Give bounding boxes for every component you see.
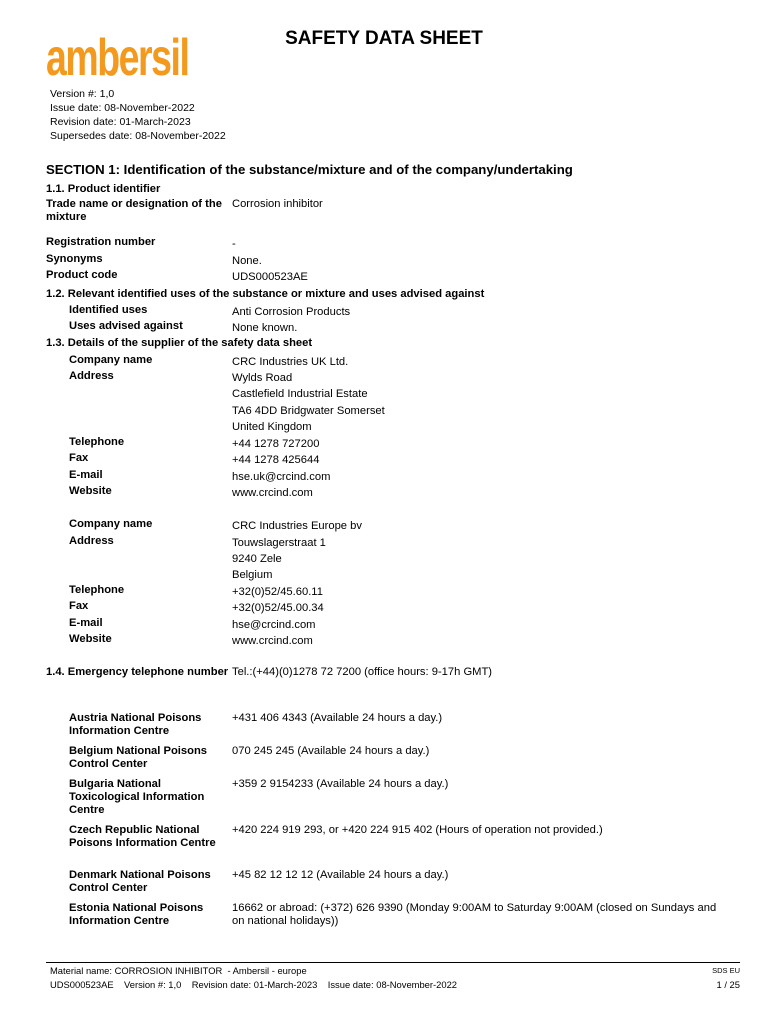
subsection-1-2-heading: 1.2. Relevant identified uses of the substance or mixture and uses advised against [46, 287, 485, 300]
registration-value: - [232, 238, 236, 250]
section-1-title: SECTION 1: Identification of the substance/mixture and of the company/undertaking [46, 162, 573, 177]
address-line: Belgium [232, 569, 273, 582]
subsection-1-1-heading: 1.1. Product identifier [46, 183, 161, 195]
company-1-address-row [46, 370, 726, 436]
uses-advised-value: None known. [232, 322, 298, 334]
emergency-telephone-row [46, 666, 726, 712]
fax-value: +32(0)52/45.00.34 [232, 602, 324, 614]
poison-centre-row [46, 778, 726, 824]
company-1-website-row [46, 485, 726, 518]
uses-advised-label: Uses advised against [69, 320, 183, 332]
poison-centre-label: Denmark National Poisons Control Center [69, 868, 211, 894]
email-value: hse@crcind.com [232, 618, 316, 631]
product-code-row [46, 269, 726, 286]
email-value: hse.uk@crcind.com [232, 470, 331, 483]
company-2-name-row [46, 518, 726, 535]
poison-centre-row [46, 869, 726, 902]
company-2-address-row [46, 535, 726, 584]
trade-name-value: Corrosion inhibitor [232, 198, 323, 210]
registration-label: Registration number [46, 236, 156, 248]
fax-label: Fax [69, 452, 89, 464]
email-label: E-mail [69, 468, 103, 481]
company-1-name-row [46, 354, 726, 371]
issue-date: Issue date: 08-November-2022 [50, 102, 195, 114]
poison-centre-row [46, 902, 726, 935]
fax-label: Fax [69, 600, 89, 612]
document-metadata [50, 87, 226, 143]
emergency-telephone-value: Tel.:(+44)(0)1278 72 7200 (office hours: 9-17h GMT) [232, 665, 493, 678]
poison-centre-value: +431 406 4343 (Available 24 hours a day.) [232, 711, 443, 724]
identified-uses-value: Anti Corrosion Products [232, 305, 351, 318]
synonyms-row [46, 253, 726, 270]
address-label: Address [69, 534, 114, 547]
subsection-1-4-heading: 1.4. Emergency telephone number [46, 665, 229, 678]
poison-centre-row [46, 712, 726, 745]
website-value: www.crcind.com [232, 635, 313, 647]
footer-divider [46, 962, 740, 963]
address-line: Touwslagerstraat 1 [232, 536, 326, 549]
address-line: Castlefield Industrial Estate [232, 388, 368, 401]
identified-uses-label: Identified uses [69, 303, 148, 316]
identified-uses-row [46, 304, 726, 321]
company-logo: ambersil [46, 29, 189, 87]
address-line: 9240 Zele [232, 552, 282, 565]
telephone-value: +44 1278 727200 [232, 437, 320, 450]
company-2-email-row [46, 617, 726, 634]
poison-centre-value: +420 224 919 293, or +420 224 915 402 (Hours of operation not provided.) [232, 823, 603, 836]
footer-material-name: Material name: CORROSION INHIBITOR - Ambersil - europe [50, 965, 307, 976]
company-1-telephone-row [46, 436, 726, 453]
version: Version #: 1,0 [50, 88, 115, 100]
company-label: Company name [69, 518, 153, 530]
website-value: www.crcind.com [232, 487, 313, 499]
poison-centre-label: Czech Republic National Poisons Information Centre [69, 823, 216, 849]
footer-left [50, 964, 457, 992]
footer-sds-region: SDS EU [712, 966, 740, 975]
website-label: Website [69, 485, 112, 497]
company-2-fax-row [46, 600, 726, 617]
telephone-label: Telephone [69, 583, 125, 596]
company-2-telephone-row [46, 584, 726, 601]
address-value [232, 370, 726, 436]
supersedes-date: Supersedes date: 08-November-2022 [50, 130, 226, 142]
address-label: Address [69, 370, 114, 382]
subsection-1-3-heading: 1.3. Details of the supplier of the safety data sheet [46, 337, 313, 349]
company-1-fax-row [46, 452, 726, 469]
company-name: CRC Industries Europe bv [232, 520, 362, 532]
company-label: Company name [69, 353, 153, 366]
synonyms-label: Synonyms [46, 252, 103, 265]
poison-centre-value: 070 245 245 (Available 24 hours a day.) [232, 744, 430, 757]
company-name: CRC Industries UK Ltd. [232, 355, 349, 368]
footer-codes: UDS000523AE Version #: 1,0 Revision date: 01-March-2023 Issue date: 08-November-2022 [50, 979, 457, 990]
telephone-label: Telephone [69, 435, 125, 448]
company-1-email-row [46, 469, 726, 486]
poison-centre-label: Estonia National Poisons Information Centre [69, 901, 204, 927]
email-label: E-mail [69, 616, 103, 629]
document-title [0, 28, 768, 50]
footer-right [712, 964, 740, 992]
document-title-text: SAFETY DATA SHEET [285, 28, 483, 49]
poison-centre-value: 16662 or abroad: (+372) 626 9390 (Monday 9:00AM to Saturday 9:00AM (closed on Sundays and on national holidays)) [232, 901, 717, 927]
company-2-website-row [46, 633, 726, 666]
trade-name-row [46, 198, 726, 236]
uses-advised-row [46, 320, 726, 337]
poison-centre-label: Austria National Poisons Information Centre [69, 711, 202, 737]
poison-centre-label: Bulgaria National Toxicological Information Centre [69, 777, 205, 816]
section-1-content [46, 183, 726, 935]
trade-name-label: Trade name or designation of the mixture [46, 198, 222, 223]
page-number: 1 / 25 [716, 979, 740, 990]
website-label: Website [69, 633, 112, 645]
address-line: Wylds Road [232, 372, 293, 384]
revision-date: Revision date: 01-March-2023 [50, 116, 191, 128]
product-code-label: Product code [46, 269, 118, 281]
address-line: United Kingdom [232, 421, 312, 434]
telephone-value: +32(0)52/45.60.11 [232, 585, 323, 598]
address-line: TA6 4DD Bridgwater Somerset [232, 404, 385, 417]
poison-centre-row [46, 745, 726, 778]
poison-centre-value: +359 2 9154233 (Available 24 hours a day.) [232, 777, 449, 790]
synonyms-value: None. [232, 254, 262, 267]
registration-row [46, 236, 726, 253]
poison-centre-value: +45 82 12 12 12 (Available 24 hours a day.) [232, 868, 449, 881]
poison-centre-row [46, 824, 726, 869]
fax-value: +44 1278 425644 [232, 454, 320, 466]
product-code-value: UDS000523AE [232, 271, 308, 283]
poison-centre-label: Belgium National Poisons Control Center [69, 744, 207, 770]
address-value [232, 535, 726, 584]
